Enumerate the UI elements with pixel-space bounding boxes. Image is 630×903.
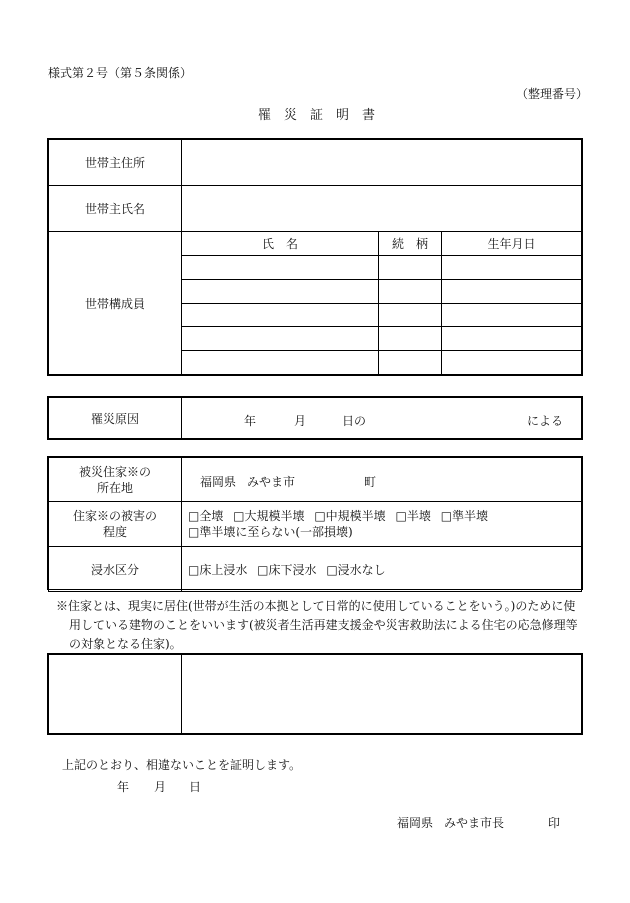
location-prefecture: 福岡県 bbox=[200, 475, 237, 489]
damage-label bbox=[49, 502, 182, 547]
damage-option[interactable]: □中規模半壊 bbox=[314, 509, 386, 523]
damage-options[interactable] bbox=[182, 502, 582, 547]
remarks-section bbox=[47, 653, 583, 735]
cert-day: 日 bbox=[189, 780, 202, 794]
damage-option[interactable]: □半壊 bbox=[395, 509, 431, 523]
location-field[interactable] bbox=[182, 458, 582, 502]
certification-text: 上記のとおり、相違ないことを証明します。 bbox=[62, 758, 302, 772]
cause-field[interactable] bbox=[182, 398, 582, 439]
damage-option[interactable]: □準半壊 bbox=[440, 509, 489, 523]
location-label-line2: 所在地 bbox=[96, 480, 133, 495]
issuer-title: みやま市長 bbox=[444, 816, 505, 830]
members-label: 世帯構成員 bbox=[49, 232, 182, 375]
residence-note bbox=[56, 597, 578, 654]
damage-options-row2 bbox=[188, 524, 581, 540]
note-line2: 用している建物のことをいいます(被災者生活再建支援金や災害救助法による住宅の応急修理等 bbox=[69, 618, 578, 632]
damage-option[interactable]: □全壊 bbox=[188, 509, 224, 523]
issuer-seal: 印 bbox=[548, 816, 561, 830]
damage-option[interactable]: □準半壊に至らない(一部損壊) bbox=[188, 525, 353, 539]
remarks-label-cell bbox=[49, 655, 182, 734]
cause-section bbox=[47, 396, 583, 440]
form-number: 様式第２号（第５条関係） bbox=[48, 66, 193, 80]
flood-option[interactable]: □浸水なし bbox=[326, 562, 386, 577]
cert-year: 年 bbox=[117, 780, 130, 794]
col-relation-header: 続 柄 bbox=[379, 232, 442, 256]
address-field[interactable] bbox=[182, 140, 582, 186]
cause-day: 日の bbox=[342, 414, 367, 428]
cause-month: 月 bbox=[294, 414, 307, 428]
flood-option[interactable]: □床上浸水 bbox=[188, 562, 248, 577]
name-field[interactable] bbox=[182, 186, 582, 232]
household-section bbox=[47, 138, 583, 376]
damage-label-line1: 住家※の被害の bbox=[72, 509, 157, 523]
location-label bbox=[49, 458, 182, 502]
cause-label: 罹災原因 bbox=[49, 398, 182, 439]
col-birthdate-header: 生年月日 bbox=[442, 232, 582, 256]
flood-label: 浸水区分 bbox=[49, 547, 182, 592]
damage-label-line2: 程度 bbox=[102, 525, 127, 539]
col-name-header: 氏 名 bbox=[182, 232, 379, 256]
issuer-prefecture: 福岡県 bbox=[397, 816, 434, 830]
address-label: 世帯主住所 bbox=[49, 140, 182, 186]
reference-number: （整理番号） bbox=[516, 87, 589, 101]
note-line3: の対象となる住家)。 bbox=[69, 637, 182, 651]
damage-options-row1 bbox=[188, 508, 581, 524]
location-city: みやま市 bbox=[247, 475, 296, 489]
note-line1: ※住家とは、現実に居住(世帯が生活の本拠として日常的に使用していることをいう。)のために使 bbox=[56, 599, 576, 613]
remarks-field[interactable] bbox=[182, 655, 582, 734]
cause-year: 年 bbox=[244, 414, 257, 428]
cause-suffix: による bbox=[527, 414, 564, 428]
flood-options[interactable] bbox=[182, 547, 582, 592]
document-title: 罹 災 証 明 書 bbox=[258, 108, 376, 123]
damage-section bbox=[47, 456, 583, 590]
name-label: 世帯主氏名 bbox=[49, 186, 182, 232]
flood-option[interactable]: □床下浸水 bbox=[257, 562, 317, 577]
damage-option[interactable]: □大規模半壊 bbox=[233, 509, 305, 523]
location-town: 町 bbox=[364, 475, 377, 489]
cert-month: 月 bbox=[154, 780, 167, 794]
location-label-line1: 被災住家※の bbox=[78, 464, 151, 479]
